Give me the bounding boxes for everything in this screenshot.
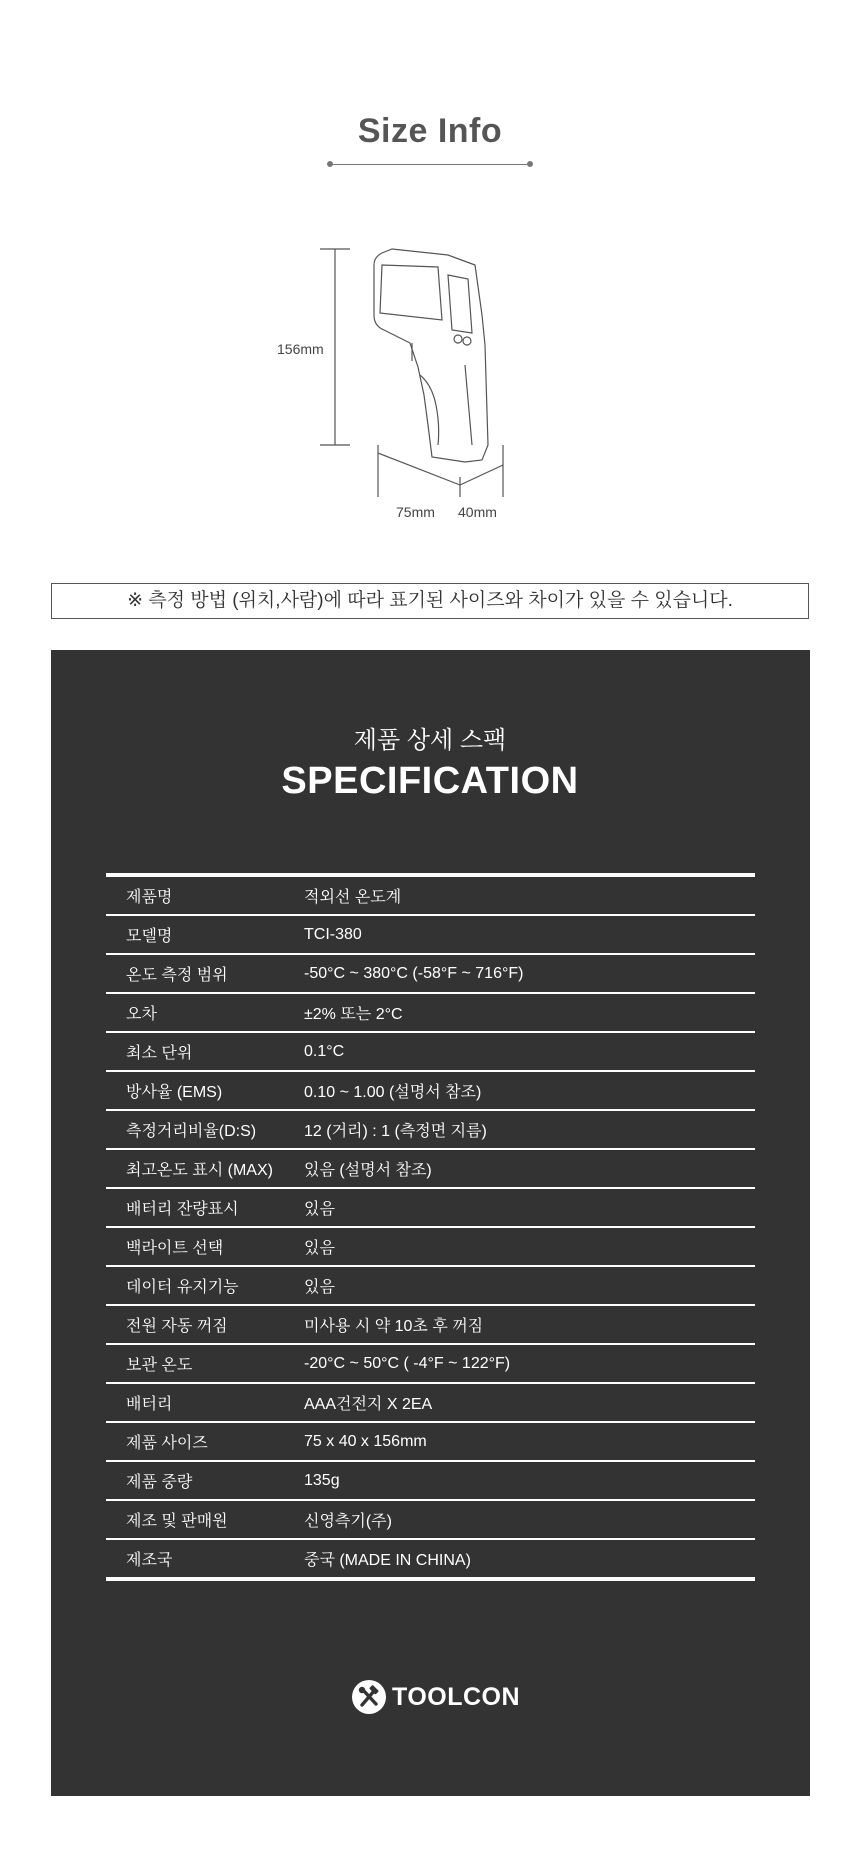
spec-row-label: 모델명: [126, 928, 173, 945]
spec-row-value: 신영측기(주): [304, 1513, 392, 1530]
spec-row: [106, 1072, 755, 1111]
spec-row-label: 데이터 유지기능: [126, 1279, 239, 1296]
hammer-wrench-icon: [352, 1680, 386, 1714]
spec-row-value: 미사용 시 약 10초 후 꺼짐: [304, 1318, 484, 1335]
spec-row-label: 방사율 (EMS): [126, 1084, 223, 1101]
spec-row: [106, 1345, 755, 1384]
spec-row-value: 있음 (설명서 참조): [304, 1162, 432, 1179]
spec-row: [106, 1111, 755, 1150]
spec-row-label: 오차: [126, 1006, 157, 1023]
spec-row: [106, 916, 755, 955]
spec-row: [106, 1423, 755, 1462]
spec-row-value: 135g: [304, 1471, 340, 1489]
spec-row: [106, 877, 755, 916]
spec-row-label: 측정거리비율(D:S): [126, 1123, 257, 1140]
size-info-title: Size Info: [357, 112, 503, 150]
spec-row: [106, 1540, 755, 1581]
spec-row: [106, 1306, 755, 1345]
brand-name: TOOLCON: [392, 1682, 521, 1711]
spec-row: [106, 994, 755, 1033]
spec-row-value: 있음: [304, 1240, 335, 1257]
spec-row-label: 배터리: [126, 1396, 173, 1413]
spec-row-label: 제조국: [126, 1552, 173, 1569]
title-underline: [330, 164, 530, 165]
spec-row-label: 제품명: [126, 889, 173, 906]
spec-row: [106, 1150, 755, 1189]
height-dimension-label: 156mm: [277, 341, 324, 357]
spec-row-value: 12 (거리) : 1 (측정면 지름): [304, 1123, 487, 1140]
spec-row-value: ±2% 또는 2°C: [304, 1006, 403, 1023]
spec-row-value: -20°C ~ 50°C ( -4°F ~ 122°F): [304, 1354, 511, 1372]
spec-title: SPECIFICATION: [281, 760, 579, 802]
spec-row-value: -50°C ~ 380°C (-58°F ~ 716°F): [304, 964, 524, 982]
spec-row: [106, 1189, 755, 1228]
spec-row: [106, 1267, 755, 1306]
underline-dot-right: [527, 161, 533, 167]
thermometer-dimension-diagram: [260, 235, 560, 535]
spec-row-value: 중국 (MADE IN CHINA): [304, 1552, 471, 1569]
spec-subtitle: 제품 상세 스팩: [353, 727, 507, 754]
spec-table: [106, 873, 755, 1581]
spec-row: [106, 1228, 755, 1267]
depth-dimension-label: 40mm: [458, 504, 497, 520]
underline-dot-left: [327, 161, 333, 167]
spec-row-value: AAA건전지 X 2EA: [304, 1396, 433, 1413]
spec-row-value: 0.10 ~ 1.00 (설명서 참조): [304, 1084, 482, 1101]
spec-row-value: 있음: [304, 1201, 335, 1218]
spec-row: [106, 1501, 755, 1540]
spec-row-label: 제품 중량: [126, 1474, 193, 1491]
spec-row-label: 백라이트 선택: [126, 1240, 224, 1257]
spec-row: [106, 1462, 755, 1501]
spec-row-label: 제품 사이즈: [126, 1435, 208, 1452]
spec-row-value: 75 x 40 x 156mm: [304, 1432, 427, 1450]
spec-row-label: 최고온도 표시 (MAX): [126, 1162, 273, 1179]
spec-row-label: 전원 자동 꺼짐: [126, 1318, 228, 1335]
spec-row-label: 제조 및 판매원: [126, 1513, 228, 1530]
spec-row-label: 보관 온도: [126, 1357, 193, 1374]
spec-row-value: 적외선 온도계: [304, 889, 402, 906]
spec-row-label: 배터리 잔량표시: [126, 1201, 239, 1218]
spec-row-value: 있음: [304, 1279, 335, 1296]
spec-row-value: 0.1°C: [304, 1042, 345, 1060]
toolcon-logo: [352, 1680, 520, 1714]
spec-row: [106, 955, 755, 994]
spec-row: [106, 1033, 755, 1072]
size-notice: ※ 측정 방법 (위치,사람)에 따라 표기된 사이즈와 차이가 있을 수 있습니다.: [51, 583, 809, 619]
spec-row-label: 온도 측정 범위: [126, 967, 228, 984]
spec-row-label: 최소 단위: [126, 1045, 193, 1062]
width-dimension-label: 75mm: [396, 504, 435, 520]
spec-row-value: TCI-380: [304, 925, 362, 943]
spec-row: [106, 1384, 755, 1423]
